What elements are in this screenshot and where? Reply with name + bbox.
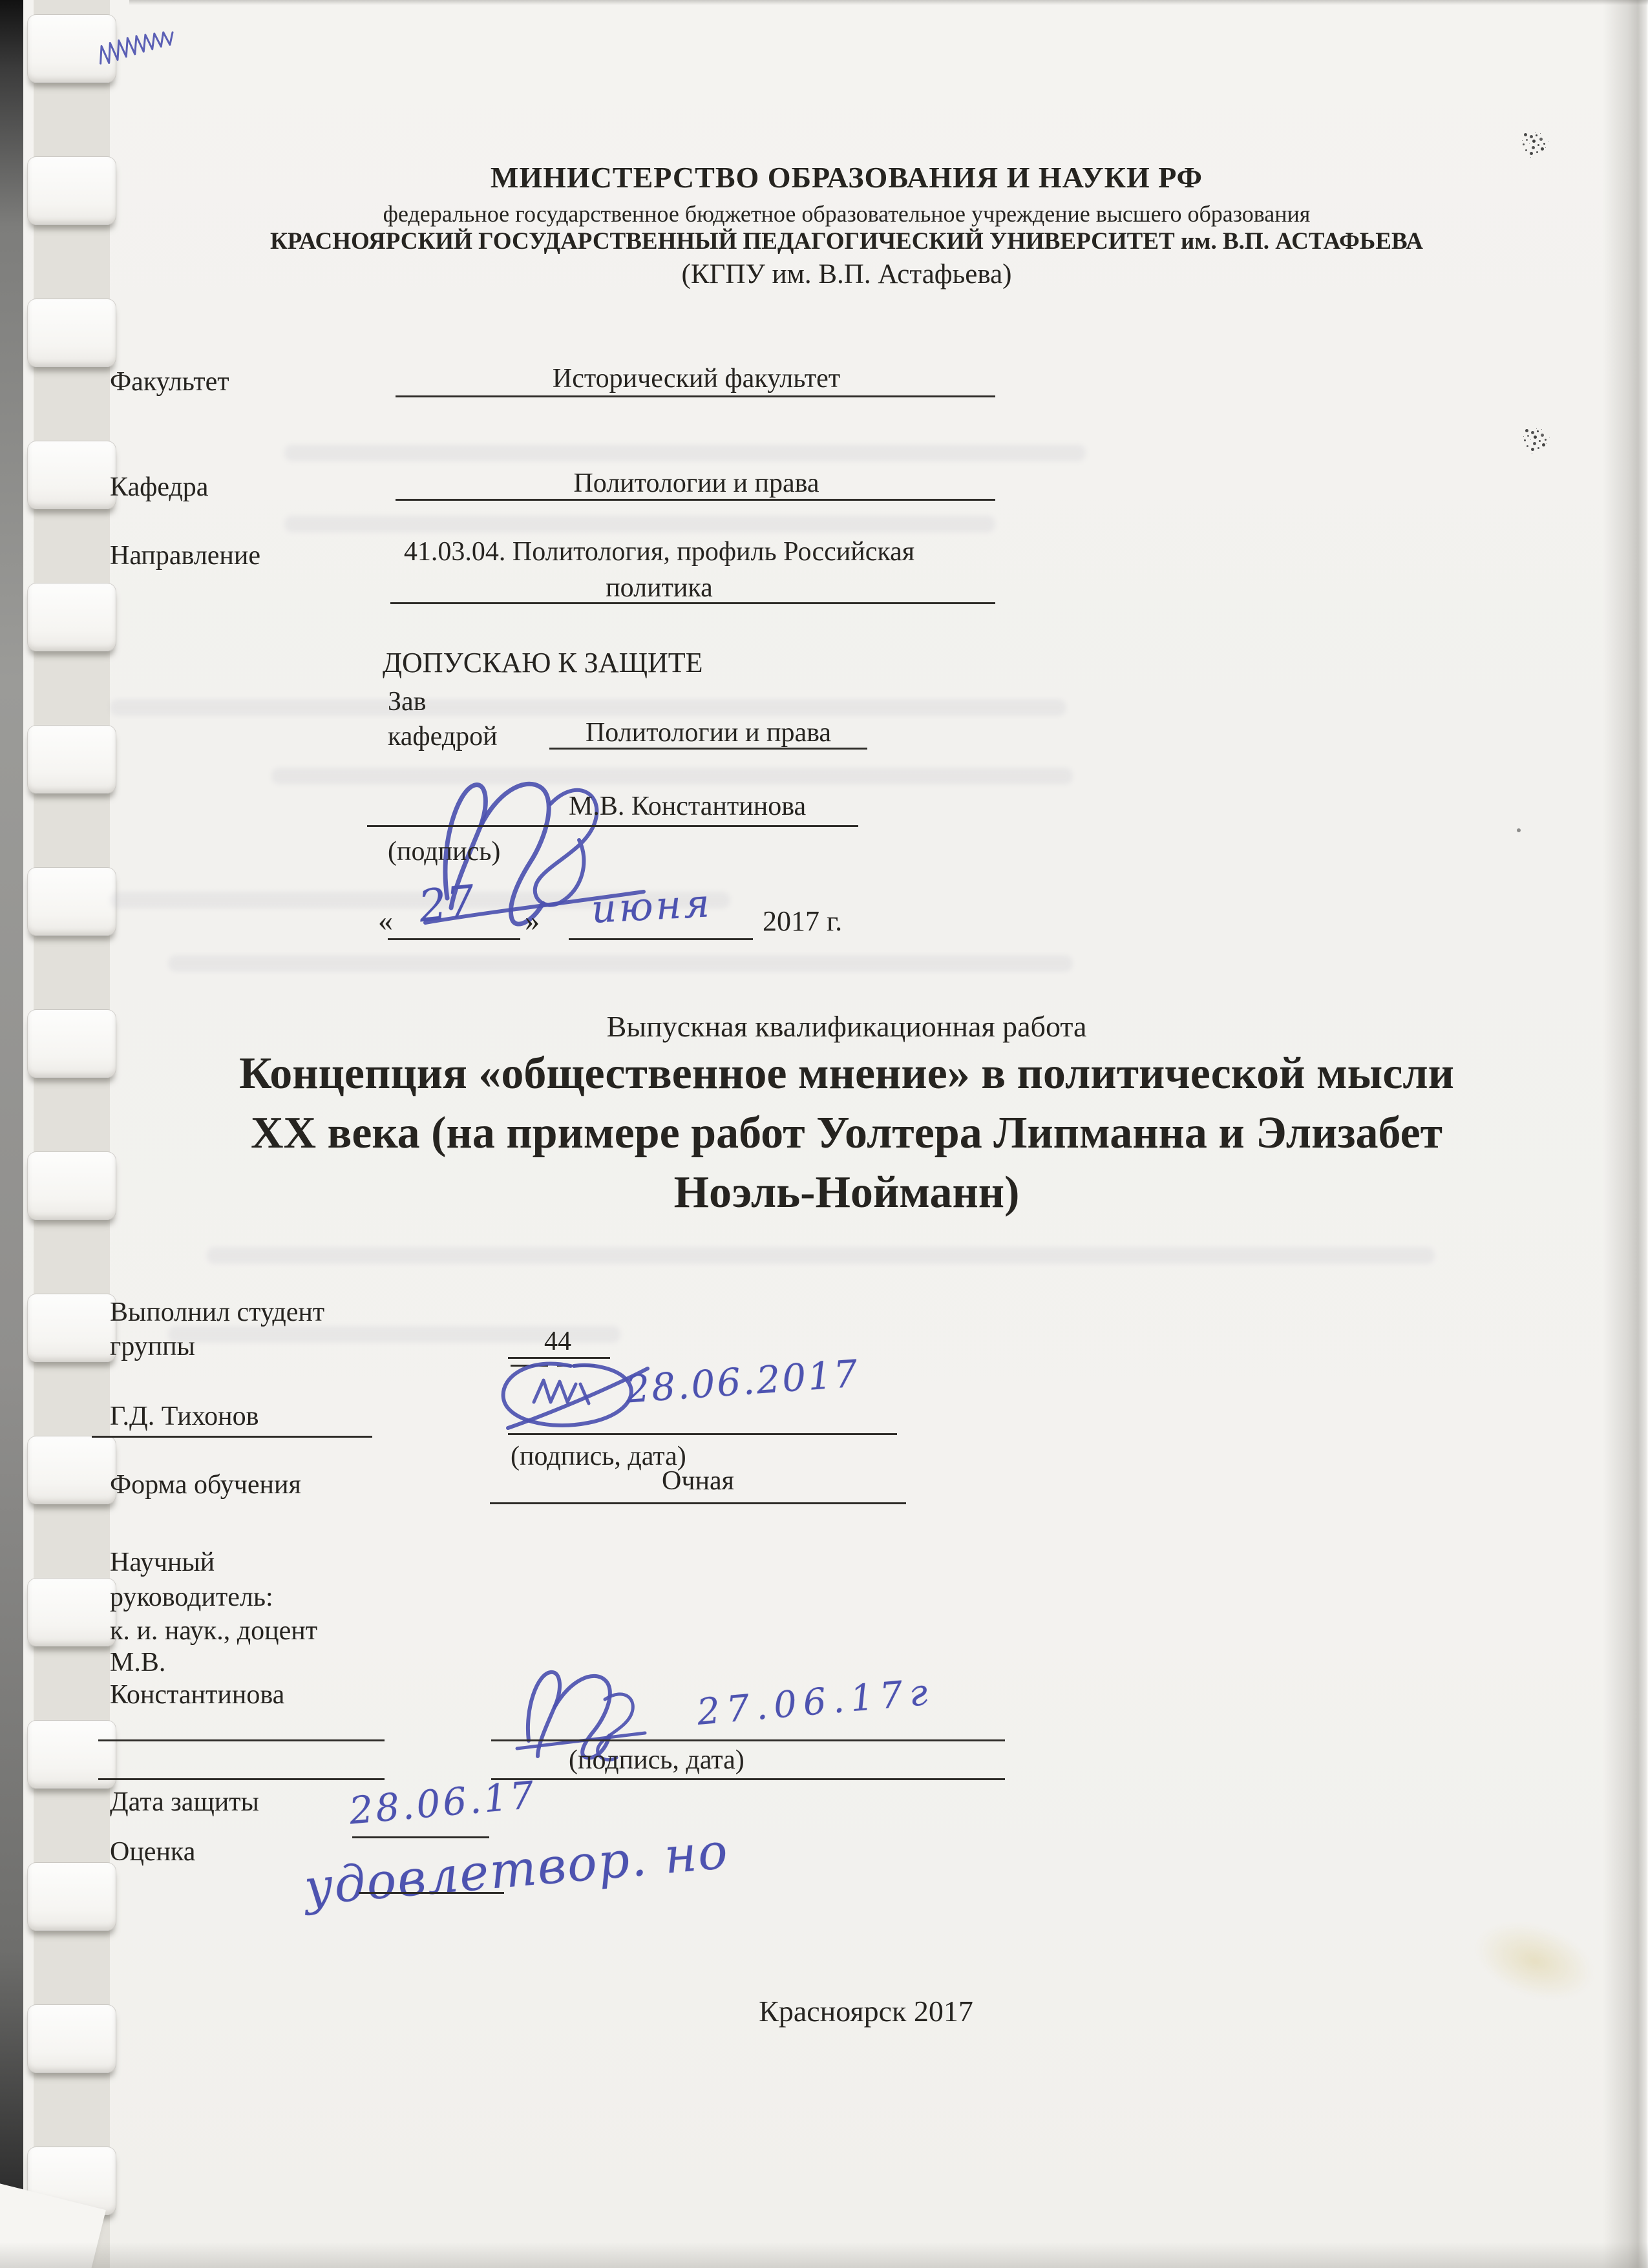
bleed-through-line [271,768,1073,784]
binding-tab [27,1436,116,1504]
faculty-value: Исторический факультет [552,364,841,394]
study-form-label: Форма обучения [110,1470,301,1500]
defense-date-label: Дата защиты [110,1787,259,1817]
supervisor-left-underline-1 [98,1739,385,1741]
bleed-through-line [284,516,995,532]
binding-tab [27,725,116,793]
supervisor-sign-date-handwritten: 27.06.17г [695,1671,936,1734]
work-type-line: Выпускная квалификационная работа [606,1010,1087,1043]
student-name: Г.Д. Тихонов [110,1402,259,1431]
department-label: Кафедра [110,472,209,502]
student-signature-caption: (подпись, дата) [511,1442,686,1471]
thesis-title-line3: Ноэль-Нойманн) [673,1168,1020,1217]
defense-date-handwritten: 28.06.17 [347,1772,538,1833]
faculty-underline [396,395,995,397]
bleed-through-line [110,699,1066,716]
binding-tab [27,2004,116,2073]
program-underline [390,602,995,604]
supervisor-degree: к. и. наук., доцент [110,1616,318,1646]
student-name-underline [92,1436,372,1438]
thesis-title-line1: Концепция «общественное мнение» в политической мысли [238,1049,1455,1098]
pen-scribble-mark [97,32,178,65]
supervisor-name-line1: М.В. [110,1648,166,1677]
binding-tab [27,299,116,367]
approval-month-handwritten: июня [590,881,713,932]
binding-tab [27,1009,116,1078]
program-value-line1: 41.03.04. Политология, профиль Российская [403,537,915,567]
supervisor-signature-caption: (подпись, дата) [569,1745,745,1775]
department-value: Политологии и права [573,468,819,498]
supervisor-name-line2: Константинова [110,1680,285,1710]
head-signature-underline [367,825,858,827]
program-label: Направление [110,541,261,571]
student-sign-date-handwritten: 28.06.2017 [624,1351,861,1412]
approval-month-underline [569,938,753,940]
approval-day-underline [388,938,520,940]
thesis-title-line2: XX века (на примере работ Уолтера Липманна и Элизабет [250,1108,1443,1158]
binding-tab [27,867,116,936]
grade-handwritten: удовлетвор. но [302,1822,732,1916]
binding-tab [27,1578,116,1646]
bleed-through-line [207,1247,1435,1264]
binding-tab [27,1862,116,1931]
student-signature-underline [508,1433,897,1435]
study-form-value: Очная [662,1466,734,1496]
binding-tab [27,1294,116,1362]
quote-close: » [525,904,540,937]
university-short-line: (КГПУ им. В.П. Астафьева) [681,259,1012,289]
head-department-underline [549,748,867,750]
supervisor-signature-underline-2 [491,1778,1005,1780]
approval-year: 2017 г. [763,905,843,937]
institution-type-line: федеральное государственное бюджетное образовательное учреждение высшего образования [383,201,1311,227]
study-form-underline [490,1502,906,1504]
supervisor-label-line1: Научный [110,1548,215,1577]
binding-tab [27,441,116,509]
program-value-line2: политика [606,573,713,603]
performed-label-line2: группы [110,1332,195,1361]
faculty-label: Факультет [110,367,229,397]
binding-tab [27,583,116,651]
ink-dot-artifact [1517,828,1521,832]
supervisor-left-underline-2 [98,1778,385,1780]
university-line: КРАСНОЯРСКИЙ ГОСУДАРСТВЕННЫЙ ПЕДАГОГИЧЕСКИЙ УНИВЕРСИТЕТ им. В.П. АСТАФЬЕВА [269,228,1424,255]
scan-right-edge [1603,0,1648,2268]
quote-open: « [378,904,393,937]
approval-day-handwritten: 27 [416,876,478,933]
head-department-value: Политологии и права [585,718,832,748]
group-value: 44 [544,1327,571,1356]
head-name: М.В. Константинова [569,792,807,821]
supervisor-signature-underline-1 [491,1739,1005,1741]
scan-top-edge [129,0,1648,5]
head-label-line2: кафедрой [388,722,498,751]
binding-tab [27,156,116,225]
department-underline [396,499,995,501]
yellow-smudge-artifact [1466,1908,1605,2013]
head-label-line1: Зав [388,687,427,717]
grade-underline [359,1892,504,1894]
ink-speck-artifact [1525,429,1528,432]
binding-tab [27,1151,116,1220]
ink-speck-artifact [1524,133,1527,136]
head-signature-caption: (подпись) [388,837,501,866]
admit-to-defense-line: ДОПУСКАЮ К ЗАЩИТЕ [383,647,703,678]
city-year-line: Красноярск 2017 [759,1995,973,2028]
scan-left-edge [0,0,23,2268]
performed-label-line1: Выполнил студент [110,1297,325,1327]
supervisor-label-line2: руководитель: [110,1582,273,1612]
scan-bottom-edge [0,2242,1648,2268]
defense-date-underline [352,1836,489,1838]
ministry-line: МИНИСТЕРСТВО ОБРАЗОВАНИЯ И НАУКИ РФ [490,161,1203,194]
bleed-through-line [284,445,1086,461]
bleed-through-line [168,955,1073,972]
grade-label: Оценка [110,1837,196,1867]
